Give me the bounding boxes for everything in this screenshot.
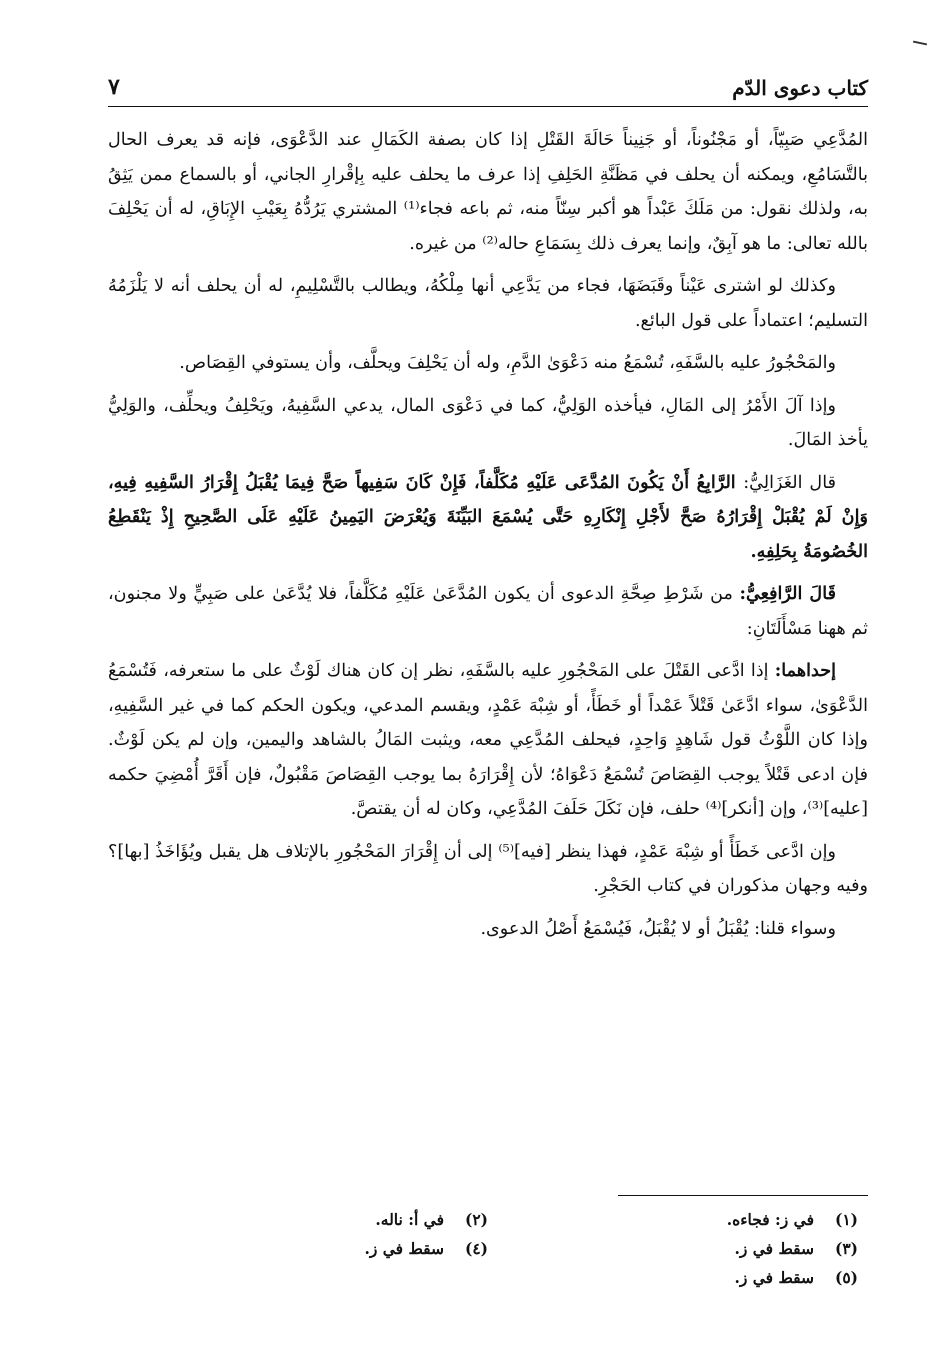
scan-mark [913,41,927,46]
issue-label: إحداهما: [774,660,836,681]
paragraph [108,835,868,904]
paragraph-ghazali [108,466,868,570]
paragraph-text: والمَحْجُورُ عليه بالسَّفَهِ، تُسْمَعُ منه دَعْوَىٰ الدَّمِ، وله أن يَحْلِفَ ويحلَّف، وأن يستوفي القِصَاص. [179,353,836,373]
paragraph-text: وإذا آلَ الأَمْرُ إلى المَالِ، فيأخذه الوَلِيُّ، كما في دَعْوَى المال، يدعي السَّفِيهُ، ويَحْلِفُ ويحلِّف، والوَلِيُّ يأخذ المَالَ. [108,395,868,450]
footnote-mark: (٣) [834,1239,858,1258]
footnote-text: سقط في ز. [364,1239,444,1258]
footnote-text: في ز: فجاءه. [726,1210,814,1229]
paragraph-text: وإن ادَّعى خَطَأً أو شِبْهَ عَمْدٍ، فهذا ينظر [فيه]⁽⁵⁾ إلى أن إِقْرَارَ المَحْجُورِ بالإتلاف هل يقبل ويُؤَاخَذُ [بها]؟ وفيه وجهان مذكوران في كتاب الحَجْرِ. [108,841,868,896]
paragraph-text: من شَرْطِ صِحَّةِ الدعوى أن يكون المُدَّعَىٰ عَلَيْهِ مُكَلَّفاً، فلا يُدَّعَىٰ على صَبِيٍّ ولا مجنون، ثم ههنا مَسْأَلَتَانِ: [108,584,868,639]
footnote-mark: (٤) [464,1239,488,1258]
footnote [488,1263,858,1292]
running-header [108,60,868,107]
paragraph-text: وسواء قلنا: يُقْبَلُ أو لا يُقْبَلُ، فَيُسْمَعُ أَصْلُ الدعوى. [480,918,836,939]
paragraph-text: وكذلك لو اشترى عَيْناً وقَبَضَهَا، فجاء من يَدَّعِي أنها مِلْكُهُ، ويطالب بالتَّسْلِيمِ، له أن يحلف أنه لا يَلْزَمُهُ التسليم؛ اعتماداً على قول البائع. [108,276,868,331]
paragraph-rafii [108,577,868,646]
paragraph [108,912,868,947]
footnote-row [118,1234,858,1263]
footnote-text: سقط في ز. [734,1239,814,1258]
footnote [488,1234,858,1263]
paragraph-text: المُدَّعِي صَبِيّاً، أو مَجْنُوناً، أو جَنِيناً حَالَةَ القَتْلِ إذا كان بصفة الكَمَالِ عند الدَّعْوَى، فإنه قد يعرف الحال بالتَّسَامُعِ، ويمكنه أن يحلف في مَظَنَّةِ الحَلِفِ إذا عرف ما يحلف عليه بِإقْرارِ الجاني، أو بالسماع ممن يَثِقُ به، ولذلك نقول: من مَلَكَ عَبْداً هو أكبر سِنّاً منه، ثم باعه فجاء⁽¹⁾ المشتري يَرُدُّهُ بِعَيْبِ الإِبَاقِ، له أن يَحْلِفَ بالله تعالى: ما هو آبِقٌ، وإنما يعرف ذلك بِسَمَاعِ حاله⁽²⁾ من غيره. [108,130,868,254]
speaker-label: قال الغَزَالِيُّ: [743,472,836,493]
footnote-row [118,1205,858,1234]
paragraph-first-issue [108,654,868,827]
matn-text: الرَّابِعُ أَنْ يَكُونَ المُدَّعَى عَلَيْهِ مُكَلَّفاً، فَإِنْ كَانَ سَفِيهاً صَحَّ فِيمَا يُقْبَلُ إِقْرَارُ السَّفِيهِ فِيهِ، وَإِنْ لَمْ يُقْبَلْ إِقْرَارُهُ صَحَّ لأَجْلِ إِنْكَارِهِ حَتَّى يُسْمَعَ البَيِّنَةَ وَيُعْرَضَ اليَمِينُ عَلَيْهِ عَلَى الصَّحِيحِ إِذْ يَنْقَطِعُ الخُصُومَةُ بِحَلِفِهِ. [108,471,868,562]
paragraph [108,269,868,338]
footnote [488,1205,858,1234]
speaker-label: قَالَ الرَّافِعِيُّ: [739,583,836,604]
footnote-mark: (١) [834,1210,858,1229]
page-body [108,123,868,946]
footnote-text: في أ: ناله. [375,1210,444,1229]
footnote [118,1234,488,1263]
footnote-divider [618,1195,868,1196]
footnotes [118,1205,858,1292]
paragraph [108,346,868,381]
paragraph [108,123,868,261]
footnote-mark: (٢) [464,1210,488,1229]
footnote [118,1205,488,1234]
book-page [108,60,868,1287]
paragraph [108,389,868,458]
page-number: ٧ [108,74,120,100]
footnote-text: سقط في ز. [734,1268,814,1287]
running-title: كتاب دعوى الدّم [732,76,868,100]
footnote-mark: (٥) [834,1268,858,1287]
paragraph-text: إذا ادَّعى القَتْلَ على المَحْجُورِ عليه بالسَّفَهِ، نظر إن كان هناك لَوْثٌ على ما ستعرفه، فَتُسْمَعُ الدَّعْوَىٰ، سواء ادَّعَىٰ قَتْلاً عَمْداً أو خَطَأً، أو شِبْهَ عَمْدٍ، ويقسم المدعي، ويكون الحكم كما في غير السَّفِيهِ، وإذا كان اللَّوْثُ قول شَاهِدٍ وَاحِدٍ، فيحلف المُدَّعِي معه، ويثبت المَالُ بالشاهد واليمين، وإن لم يكن لَوْثٌ. فإن ادعى قَتْلاً يوجب القِصَاصَ تُسْمَعُ دَعْوَاهُ؛ لأن إِقْرَارَهُ بما يوجب القِصَاصَ مَقْبُولٌ، فإن أَقَرَّ أُمْضِيَ حكمه [عليه]⁽³⁾، وإن [أنكر]⁽⁴⁾ حلف، فإن نَكَلَ حَلَفَ المُدَّعِي، وكان له أن يقتصَّ. [108,661,868,819]
footnote-row [118,1263,858,1292]
